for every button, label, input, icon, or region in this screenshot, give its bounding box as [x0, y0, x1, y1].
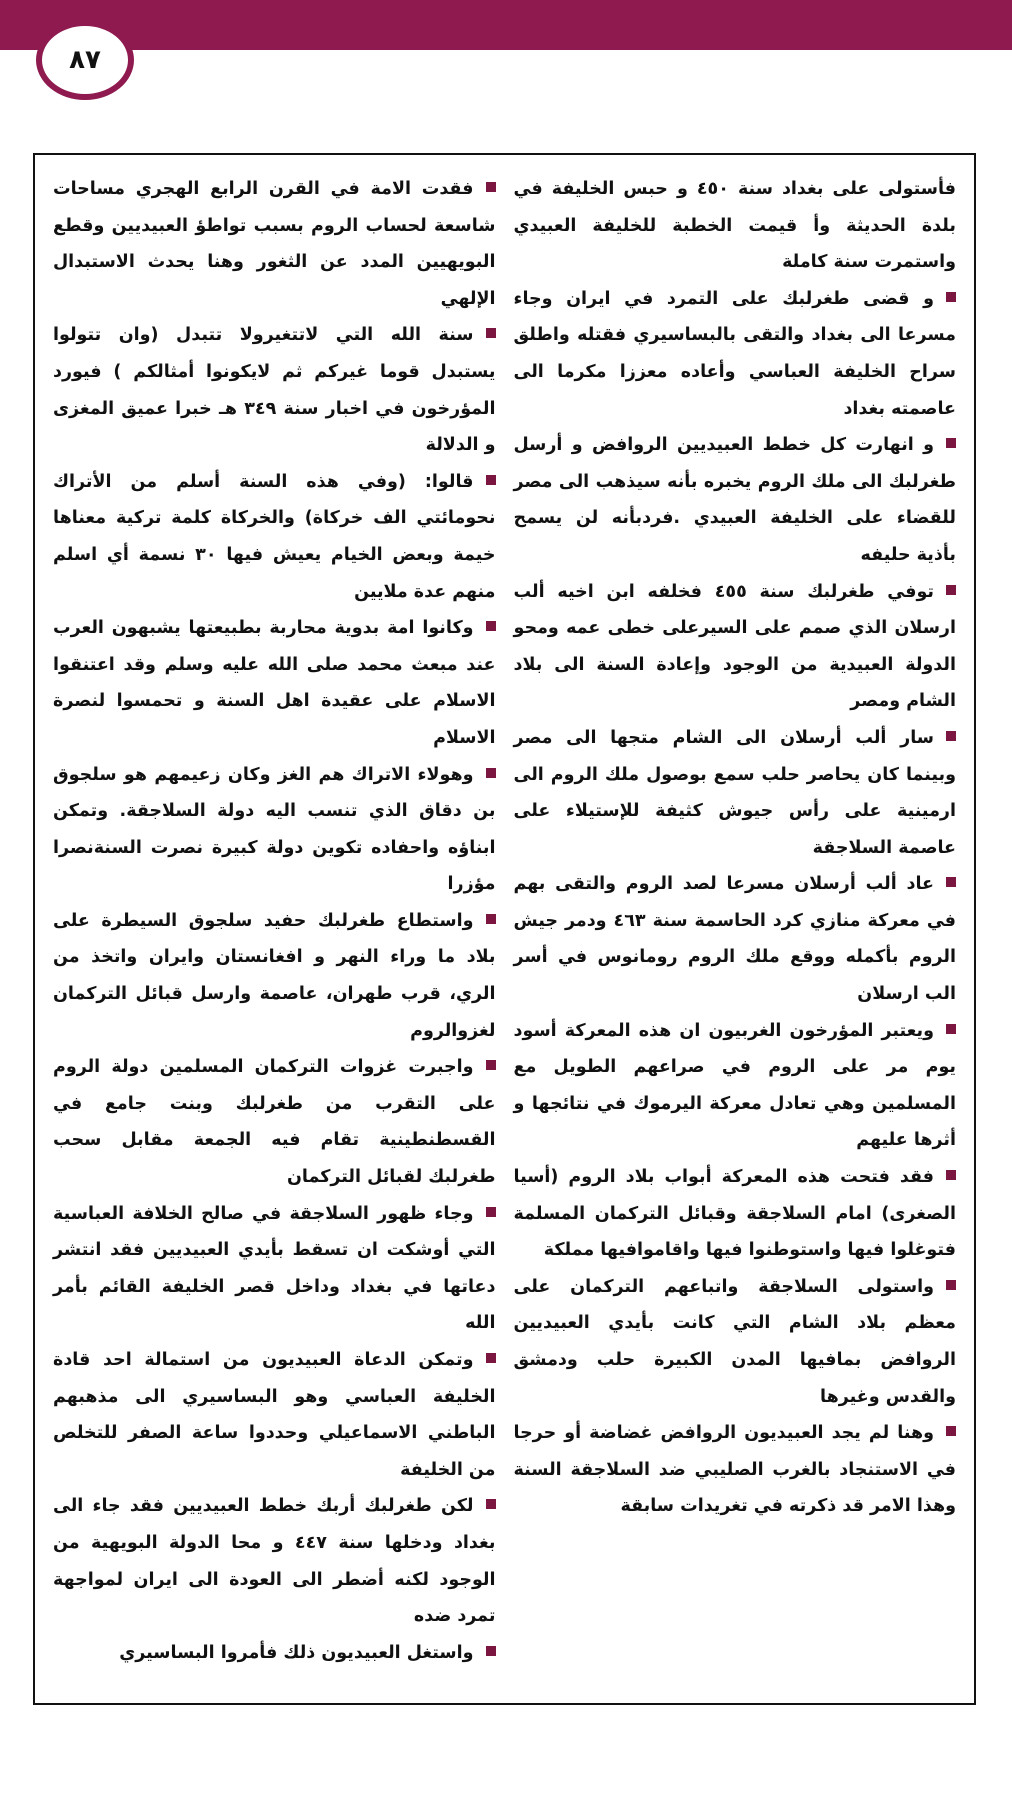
bullet-square-icon	[486, 621, 496, 631]
paragraph: واستغل العبيديون ذلك فأمروا البساسيري	[53, 1635, 496, 1672]
right-column	[53, 171, 496, 1693]
bullet-square-icon	[946, 731, 956, 741]
paragraph: و قضى طغرلبك على التمرد في ايران وجاء مسرعا الى بغداد والتقى بالبساسيري فقتله واطلق سراح الخليفة العباسي وأعاده معززا مكرما الى عاصمته بغداد	[513, 288, 956, 419]
bullet-square-icon	[946, 292, 956, 302]
paragraph: فقد فتحت هذه المعركة أبواب بلاد الروم (أسيا الصغرى) امام السلاجقة وقبائل التركمان المسلمة فتوغلوا فيها واستوطنوا فيها واقاموافيها مملكة	[513, 1167, 956, 1261]
paragraph: واستطاع طغرلبك حفيد سلجوق السيطرة على بلاد ما وراء النهر و افغانستان وايران واتخذ من الري، قرب طهران، عاصمة وارسل قبائل التركمان لغزوالروم	[53, 910, 496, 1041]
bullet-square-icon	[486, 182, 496, 192]
paragraph: فقدت الامة في القرن الرابع الهجري مساحات شاسعة لحساب الروم بسبب تواطؤ العبيديين وقطع البويهيين المدد عن الثغور وهنا يحدث الاستبدال الإلهي	[53, 179, 496, 309]
paragraph: واجبرت غزوات التركمان المسلمين دولة الروم على التقرب من طغرلبك وبنت جامع في القسطنطينية تقام فيه الجمعة مقابل سحب طغرلبك لقبائل التركمان	[53, 1057, 496, 1188]
paragraph: سنة الله التي لاتتغيرولا تتبدل (وان تتولوا يستبدل قوما غيركم ثم لايكونوا أمثالكم ) فيورد المؤرخون في اخبار سنة ٣٤٩ هـ خبرا عميق المغزى و الدلالة	[53, 325, 496, 456]
paragraph: واستولى السلاجقة واتباعهم التركمان على معظم بلاد الشام التي كانت بأيدي العبيديين الروافض بمافيها المدن الكبيرة حلب ودمشق والقدس وغيرها	[513, 1276, 956, 1407]
page-number-badge	[36, 20, 134, 100]
paragraph: وهنا لم يجد العبيديون الروافض غضاضة أو حرجا في الاستنجاد بالغرب الصليبي ضد السلاجقة السنة وهذا الامر قد ذكرته في تغريدات سابقة	[513, 1423, 956, 1517]
paragraph: توفي طغرلبك سنة ٤٥٥ فخلفه ابن اخيه ألب ارسلان الذي صمم على السيرعلى خطى عمه ومحو الدولة العبيدية من الوجود وإعادة السنة الى بلاد الشام ومصر	[513, 581, 956, 712]
bullet-square-icon	[946, 1024, 956, 1034]
article-frame	[33, 153, 976, 1705]
paragraph: وهولاء الاتراك هم الغز وكان زعيمهم هو سلجوق بن دقاق الذي تنسب اليه دولة السلاجقة. وتمكن ابناؤه واحفاده تكوين دولة كبيرة نصرت السنةنصرا مؤزرا	[53, 764, 496, 895]
paragraph: وكانوا امة بدوية محاربة بطبيعتها يشبهون العرب عند مبعث محمد صلى الله عليه وسلم وقد اعتنقوا الاسلام على عقيدة اهل السنة و تحمسوا لنصرة الاسلام	[53, 618, 496, 748]
left-column	[514, 171, 957, 1693]
bullet-square-icon	[486, 1499, 496, 1509]
top-header-band	[0, 0, 1012, 50]
bullet-square-icon	[486, 768, 496, 778]
bullet-square-icon	[486, 475, 496, 485]
bullet-square-icon	[486, 1353, 496, 1363]
bullet-square-icon	[946, 438, 956, 448]
paragraph: قالوا: (وفي هذه السنة أسلم من الأتراك نحومائتي الف خركاة) والخركاة كلمة تركية معناها خيمة وبعض الخيام يعيش فيها ٣٠ نسمة أي اسلم منهم عدة ملايين	[53, 471, 496, 602]
paragraph: لكن طغرلبك أربك خطط العبيديين فقد جاء الى بغداد ودخلها سنة ٤٤٧ و محا الدولة البويهية من الوجود لكنه أضطر الى العودة الى ايران لمواجهة تمرد ضده	[53, 1496, 496, 1627]
bullet-square-icon	[946, 1170, 956, 1180]
bullet-square-icon	[486, 914, 496, 924]
bullet-square-icon	[486, 328, 496, 338]
paragraph: سار ألب أرسلان الى الشام متجها الى مصر وبينما كان يحاصر حلب سمع بوصول ملك الروم الى ارمينية على رأس جيوش كثيفة للإستيلاء على عاصمة السلاجقة	[513, 727, 956, 858]
bullet-square-icon	[486, 1060, 496, 1070]
bullet-square-icon	[486, 1646, 496, 1656]
paragraph: عاد ألب أرسلان مسرعا لصد الروم والتقى بهم في معركة منازي كرد الحاسمة سنة ٤٦٣ ودمر جيش الروم بأكمله ووقع ملك الروم رومانوس في أسر الب ارسلان	[513, 874, 957, 1005]
paragraph: ويعتبر المؤرخون الغربيون ان هذه المعركة أسود يوم مر على الروم في صراعهم الطويل مع المسلمين وهي تعادل معركة اليرموك في نتائجها و أثرها عليهم	[513, 1020, 956, 1151]
bullet-square-icon	[946, 1280, 956, 1290]
paragraph: وجاء ظهور السلاجقة في صالح الخلافة العباسية التي أوشكت ان تسقط بأيدي العبيديين فقد انتشر دعاتها في بغداد وداخل قصر الخليفة القائم بأمر الله	[53, 1203, 496, 1334]
bullet-square-icon	[946, 877, 956, 887]
bullet-square-icon	[486, 1207, 496, 1217]
bullet-square-icon	[946, 1426, 956, 1436]
paragraph: و انهارت كل خطط العبيديين الروافض و أرسل طغرلبك الى ملك الروم يخبره بأنه سيذهب الى مصر للقضاء على الخليفة العبيدي .فردبأنه لن يسمح بأذية حليفه	[513, 435, 956, 565]
bullet-square-icon	[946, 585, 956, 595]
article-columns	[53, 171, 956, 1693]
paragraph: وتمكن الدعاة العبيديون من استمالة احد قادة الخليفة العباسي وهو البساسيري الى مذهبهم الباطني الاسماعيلي وحددوا ساعة الصفر للتخلص من الخليفة	[53, 1350, 496, 1480]
page-number: ٨٧	[69, 45, 101, 75]
paragraph: فأستولى على بغداد سنة ٤٥٠ و حبس الخليفة في بلدة الحديثة وأ قيمت الخطبة للخليفة العبيدي واستمرت سنة كاملة	[513, 179, 956, 273]
